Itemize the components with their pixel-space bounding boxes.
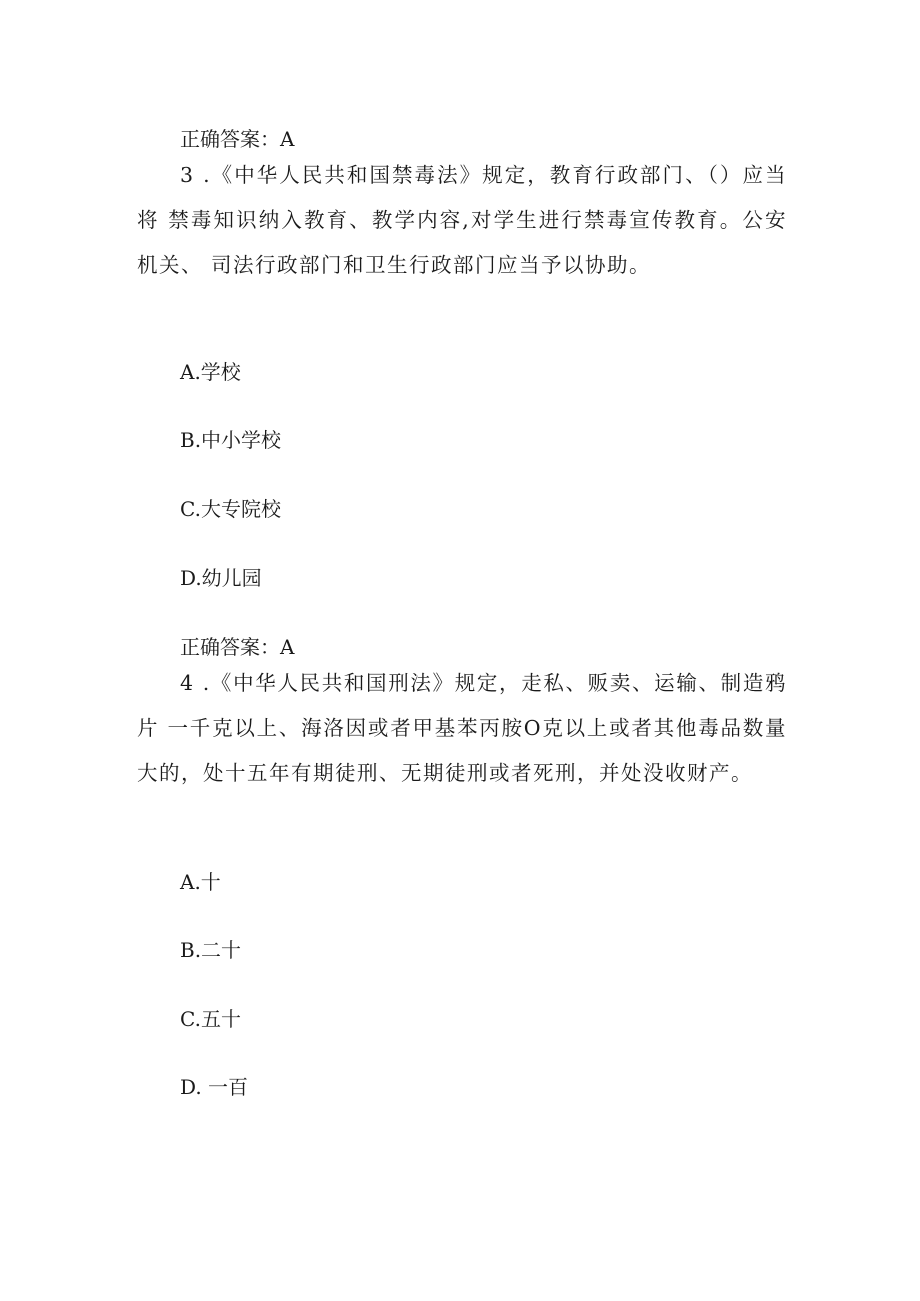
question-4-text: 4 .《中华人民共和国刑法》规定，走私、贩卖、运输、制造鸦片 一千克以上、海洛因或者甲基苯丙胺O克以上或者其他毒品数量大的，处十五年有期徒刑、无期徒刑或者死刑，并处没收财产。 [137,671,787,785]
q3-option-b: B.中小学校 [180,428,282,452]
q4-option-a: A.十 [180,870,221,894]
q4-option-b: B.二十 [180,938,242,962]
answer-2: 正确答案：A [180,127,295,151]
q3-option-a: A.学校 [180,360,241,384]
q3-option-d: D.幼儿园 [180,566,262,590]
q4-option-c: C.五十 [180,1007,241,1031]
question-3-text: 3 .《中华人民共和国禁毒法》规定，教育行政部门、（）应当将 禁毒知识纳入教育、教学内容,对学生进行禁毒宣传教育。公安机关、 司法行政部门和卫生行政部门应当予以协助。 [137,163,787,277]
q4-option-d: D. 一百 [180,1075,249,1099]
answer-3: 正确答案：A [180,635,295,659]
q3-option-c: C.大专院校 [180,497,281,521]
